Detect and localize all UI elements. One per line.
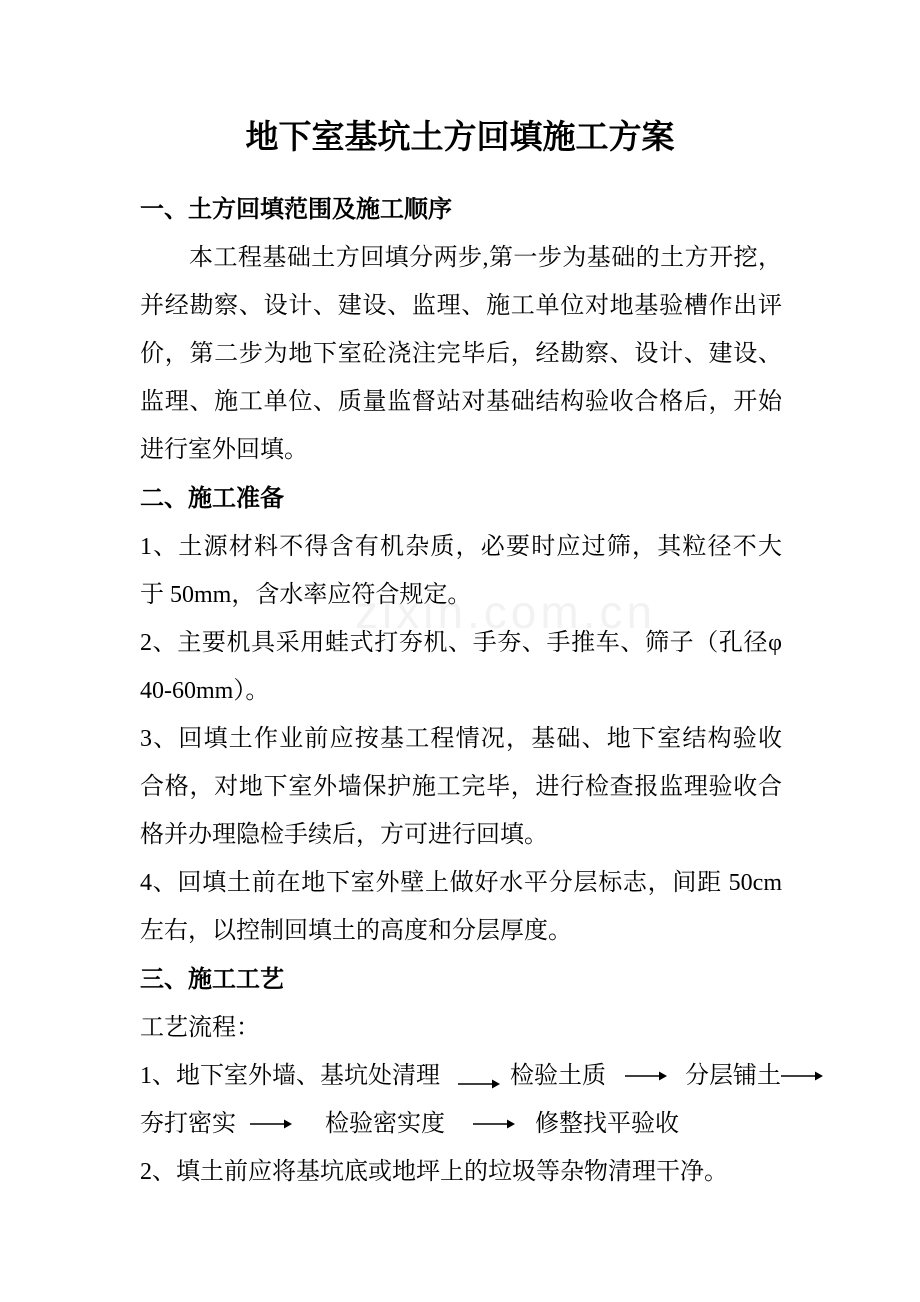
section-heading-3: 三、施工工艺 [140, 966, 284, 993]
list-item-line: 于 50mm，含水率应符合规定。 [140, 581, 472, 608]
list-item-line: 格并办理隐检手续后，方可进行回填。 [140, 822, 548, 849]
document-title: 地下室基坑土方回填施工方案 [245, 120, 675, 156]
list-item-line: 2、填土前应将基坑底或地坪上的垃圾等杂物清理干净。 [140, 1158, 728, 1185]
flow-step: 夯打密实 [140, 1110, 236, 1137]
list-item-line: 3、回填土作业前应按基工程情况，基础、地下室结构验收 [140, 726, 782, 753]
flow-step: 检验土质 [510, 1062, 606, 1089]
list-item-line: 合格，对地下室外墙保护施工完毕，进行检查报监理验收合 [140, 774, 782, 801]
paragraph-line: 监理、施工单位、质量监督站对基础结构验收合格后，开始 [140, 389, 782, 416]
document-body [140, 186, 782, 1196]
paragraph-line: 进行室外回填。 [140, 437, 308, 464]
section-heading-1: 一、土方回填范围及施工顺序 [140, 197, 452, 223]
list-item-line: 1、土源材料不得含有机杂质，必要时应过筛，其粒径不大 [140, 533, 782, 560]
list-item-line: 2、主要机具采用蛙式打夯机、手夯、手推车、筛子（孔径φ [140, 629, 782, 656]
paragraph-line: 本工程基础土方回填分两步,第一步为基础的土方开挖， [189, 245, 782, 272]
paragraph-line: 价，第二步为地下室砼浇注完毕后，经勘察、设计、建设、 [140, 341, 782, 368]
right-arrow-icon [250, 1118, 292, 1130]
section-heading-2: 二、施工准备 [140, 485, 284, 512]
list-item-line: 左右，以控制回填土的高度和分层厚度。 [140, 918, 572, 945]
list-item-line: 40-60mm）。 [140, 677, 270, 704]
right-arrow-icon [625, 1070, 667, 1082]
flow-step: 修整找平验收 [535, 1110, 679, 1137]
flow-step: 分层铺土 [685, 1062, 781, 1089]
paragraph-line: 并经勘察、设计、建设、监理、施工单位对地基验槽作出评 [140, 293, 782, 320]
process-flow-row-1 [140, 1052, 782, 1100]
flow-intro: 工艺流程： [140, 1014, 260, 1041]
watermark: zixin.com.cn [355, 586, 657, 638]
flow-step: 检验密实度 [325, 1110, 445, 1137]
right-arrow-icon [473, 1118, 515, 1130]
right-arrow-icon [458, 1078, 500, 1090]
flow-prefix: 1、地下室外墙、基坑处清理 [140, 1062, 440, 1089]
process-flow-row-2 [140, 1100, 782, 1148]
right-arrow-icon [781, 1070, 823, 1082]
list-item-line: 4、回填土前在地下室外壁上做好水平分层标志，间距 50cm [140, 870, 782, 897]
